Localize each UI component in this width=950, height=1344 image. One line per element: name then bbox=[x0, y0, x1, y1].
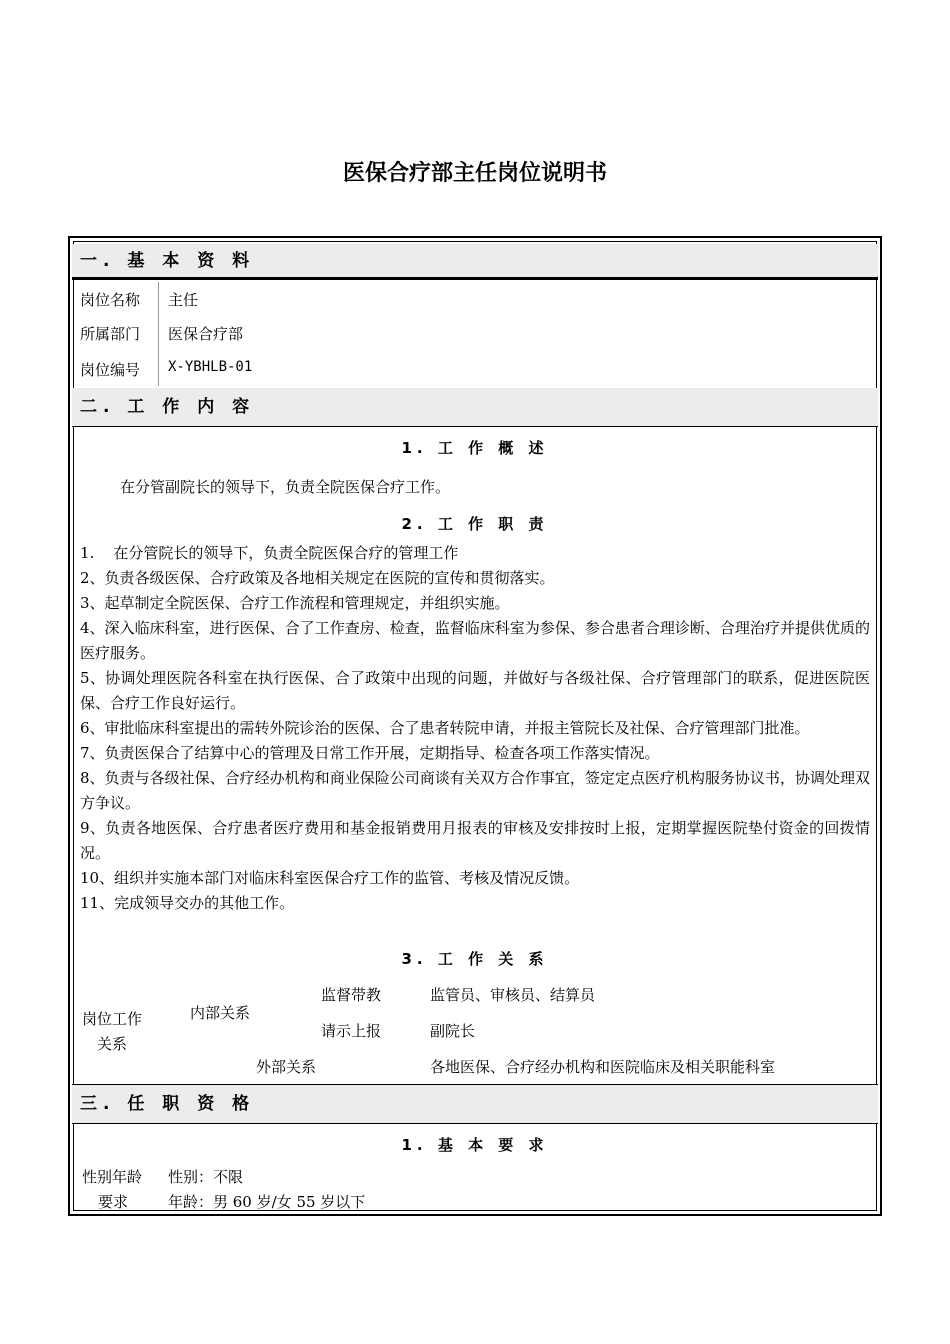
field-label-department: 所属部门 bbox=[80, 325, 141, 343]
page-title: 医保合疗部主任岗位说明书 bbox=[342, 161, 607, 186]
supervise-value: 监管员、审核员、结算员 bbox=[430, 986, 596, 1004]
duty-item: 11、完成领导交办的其他工作。 bbox=[80, 894, 295, 912]
column-divider bbox=[158, 282, 159, 386]
duties-list bbox=[80, 541, 870, 916]
field-label-position-name: 岗位名称 bbox=[80, 291, 141, 309]
field-label-position-code: 岗位编号 bbox=[80, 361, 141, 379]
supervise-label: 监督带教 bbox=[321, 986, 382, 1004]
duty-item: 10、组织并实施本部门对临床科室医保合疗工作的监管、考核及情况反馈。 bbox=[80, 869, 580, 887]
duty-item: 8、负责与各级社保、合疗经办机构和商业保险公司商谈有关双方合作事宜，签定定点医疗机构服务协议书，协调处理双方争议。 bbox=[80, 769, 870, 812]
report-label: 请示上报 bbox=[321, 1022, 382, 1040]
report-value: 副院长 bbox=[430, 1022, 476, 1040]
section-divider bbox=[72, 426, 878, 427]
age-gender-label-cont: 要求 bbox=[98, 1193, 129, 1211]
relations-row-label: 岗位工作 bbox=[82, 1010, 143, 1028]
duty-item: 4、深入临床科室，进行医保、合了工作查房、检查，监督临床科室为参保、参合患者合理诊断、合理治疗并提供优质的医疗服务。 bbox=[80, 619, 870, 662]
section-divider bbox=[72, 277, 878, 280]
basic-requirements-subheading: 1. 基 本 要 求 bbox=[401, 1136, 549, 1154]
duty-item: 7、负责医保合了结算中心的管理及日常工作开展，定期指导、检查各项工作落实情况。 bbox=[80, 744, 660, 762]
section-work-heading: 二. 工 作 内 容 bbox=[72, 388, 878, 426]
duty-item: 2、负责各级医保、合疗政策及各地相关规定在医院的宣传和贯彻落实。 bbox=[80, 569, 555, 587]
section-divider bbox=[72, 1123, 878, 1124]
age-gender-label: 性别年龄 bbox=[82, 1168, 143, 1186]
section-basic-heading: 一. 基 本 资 料 bbox=[72, 244, 878, 278]
field-value-position-name: 主任 bbox=[168, 291, 199, 309]
duty-item: 9、负责各地医保、合疗患者医疗费用和基金报销费用月报表的审核及安排按时上报，定期掌握医院垫付资金的回拨情况。 bbox=[80, 819, 870, 862]
duty-item: 5、协调处理医院各科室在执行医保、合了政策中出现的问题，并做好与各级社保、合疗管理部门的联系，促进医院医保、合疗工作良好运行。 bbox=[80, 669, 870, 712]
overview-text: 在分管副院长的领导下，负责全院医保合疗工作。 bbox=[120, 478, 451, 496]
overview-subheading: 1. 工 作 概 述 bbox=[401, 439, 549, 457]
age-requirement: 年龄：男 60 岁/女 55 岁以下 bbox=[168, 1193, 366, 1211]
internal-relations-label: 内部关系 bbox=[190, 1004, 251, 1022]
field-value-position-code: X-YBHLB-01 bbox=[168, 359, 253, 375]
relations-row-label-cont: 关系 bbox=[97, 1035, 128, 1053]
duty-item: 1. 在分管院长的领导下，负责全院医保合疗的管理工作 bbox=[80, 544, 459, 562]
gender-requirement: 性别：不限 bbox=[168, 1168, 244, 1186]
external-relations-label: 外部关系 bbox=[256, 1058, 317, 1076]
relations-subheading: 3. 工 作 关 系 bbox=[401, 950, 549, 968]
field-value-department: 医保合疗部 bbox=[168, 325, 244, 343]
duty-item: 3、起草制定全院医保、合疗工作流程和管理规定，并组织实施。 bbox=[80, 594, 510, 612]
duties-subheading: 2. 工 作 职 责 bbox=[401, 515, 549, 533]
external-relations-value: 各地医保、合疗经办机构和医院临床及相关职能科室 bbox=[430, 1058, 776, 1076]
section-qualify-heading: 三. 任 职 资 格 bbox=[72, 1085, 878, 1123]
duty-item: 6、审批临床科室提出的需转外院诊治的医保、合了患者转院申请，并报主管院长及社保、合疗管理部门批准。 bbox=[80, 719, 810, 737]
